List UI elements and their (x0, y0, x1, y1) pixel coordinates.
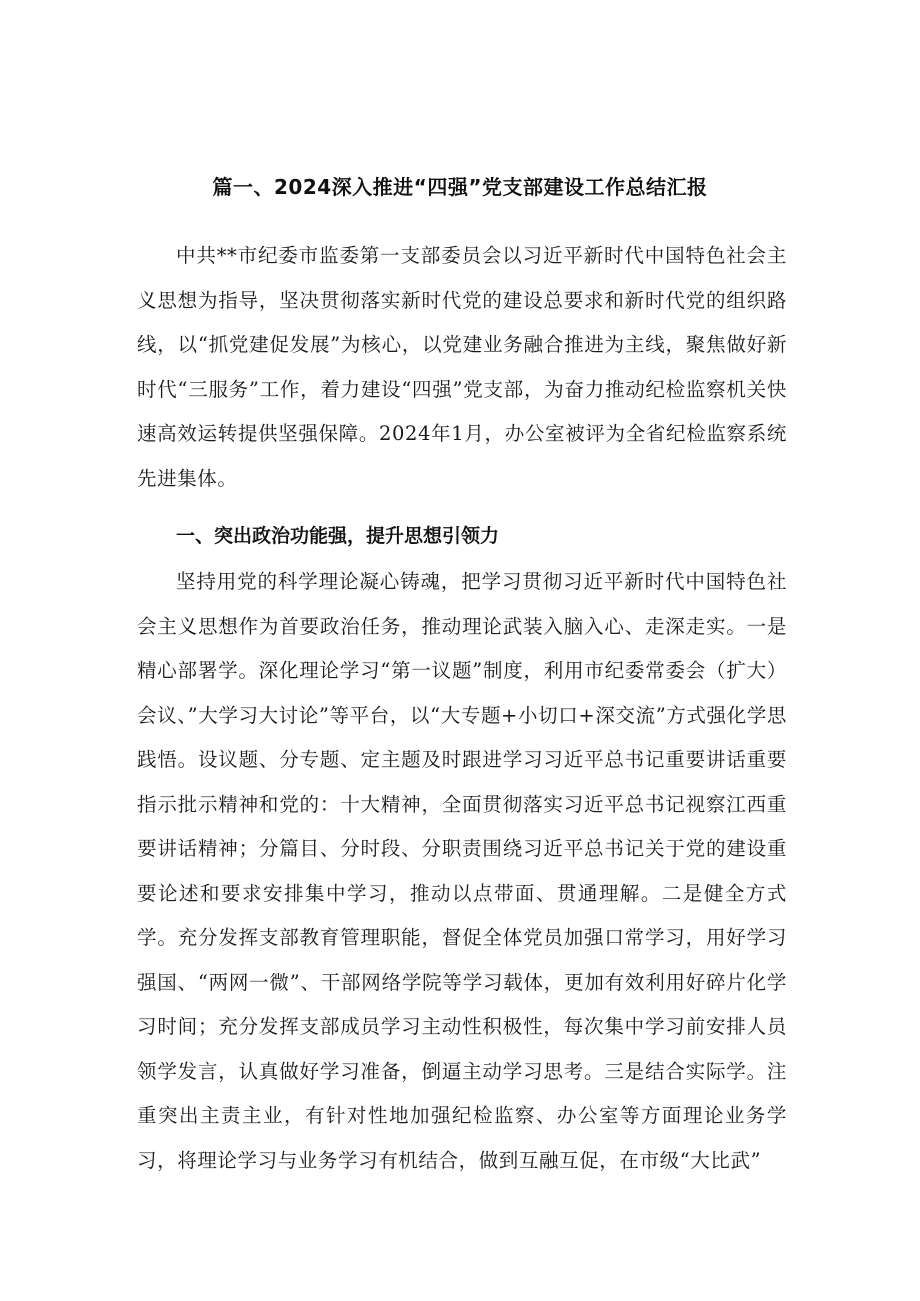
document-title: 篇一、2024深入推进“四强”党支部建设工作总结汇报 (212, 175, 708, 200)
section-heading-1: 一、突出政治功能强，提升思想引领力 (176, 525, 500, 547)
intro-paragraph: 中共**市纪委市监委第一支部委员会以习近平新时代中国特色社会主义思想为指导，坚决贯彻落实新时代党的建设总要求和新时代党的组织路线，以“抓党建促发展”为核心，以党建业务融合推进为主线，聚焦做好新时代“三服务”工作，着力建设“四强”党支部，为奋力推动纪检监察机关快速高效运转提供坚强保障。2024年1月，办公室被评为全省纪检监察系统先进集体。 (137, 244, 787, 490)
section-1-paragraph: 坚持用党的科学理论凝心铸魂，把学习贯彻习近平新时代中国特色社会主义思想作为首要政治任务，推动理论武装入脑入心、走深走实。一是精心部署学。深化理论学习“第一议题”制度，利用市纪委常委会（扩大）会议、”大学习大讨论”等平台，以“大专题+小切口+深交流”方式强化学思践悟。设议题、分专题、定主题及时跟进学习习近平总书记重要讲话重要指示批示精神和党的：十大精神，全面贯彻落实习近平总书记视察江西重要讲话精神；分篇目、分时段、分职责围绕习近平总书记关于党的建设重要论述和要求安排集中学习，推动以点带面、贯通理解。二是健全方式学。充分发挥支部教育管理职能，督促全体党员加强口常学习，用好学习强国、“两网一微”、干部网络学院等学习载体，更加有效利用好碎片化学习时间；充分发挥支部成员学习主动性积极性，每次集中学习前安排人员领学发言，认真做好学习准备，倒逼主动学习思考。三是结合实际学。注重突出主责主业，有针对性地加强纪检监察、办公室等方面理论业务学习，将理论学习与业务学习有机结合，做到互融互促，在市级“大比武” (137, 570, 787, 1172)
